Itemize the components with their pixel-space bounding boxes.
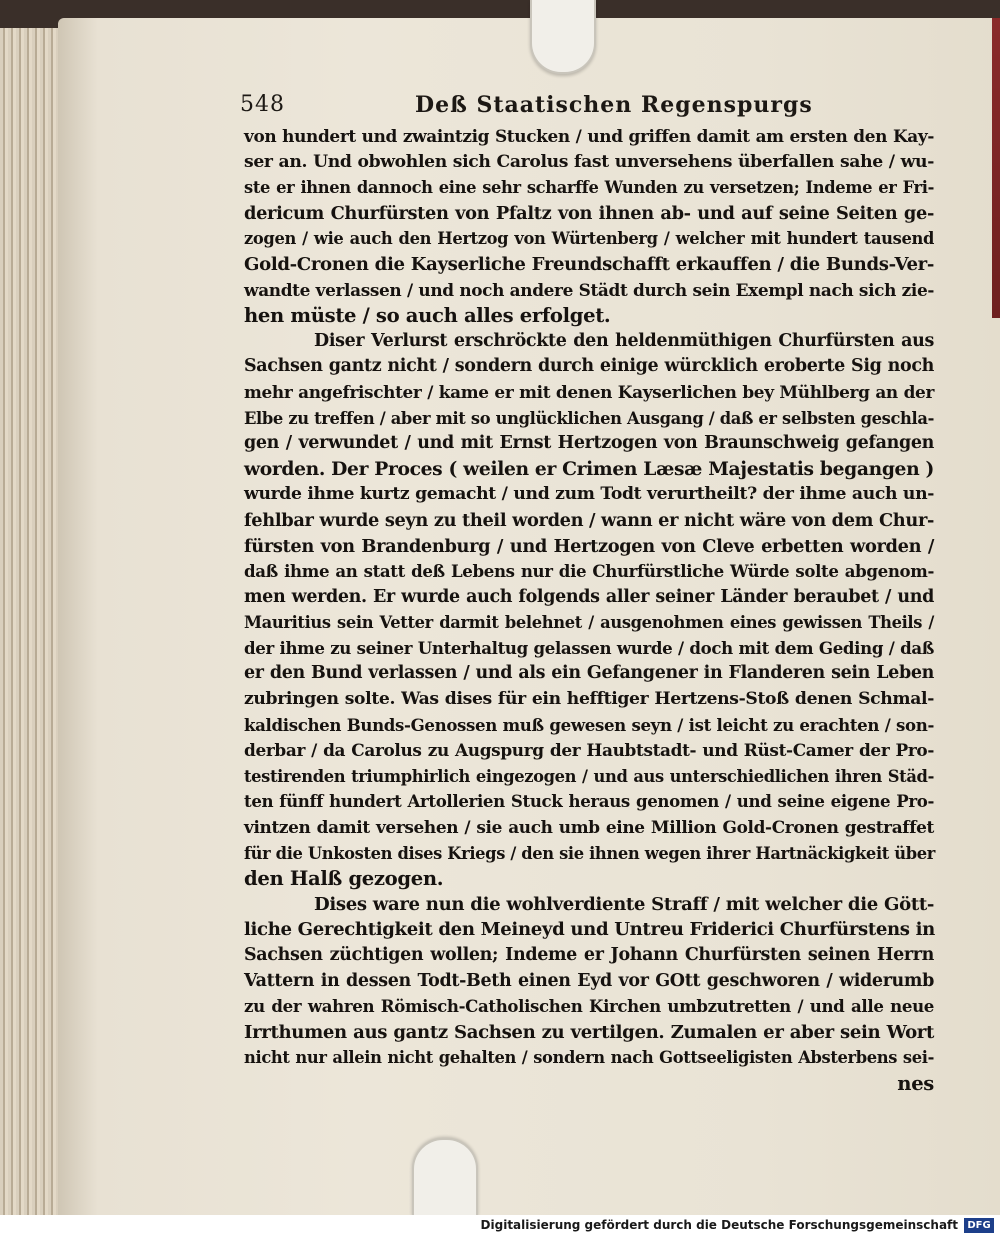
text-line: Vattern in dessen Todt-Beth einen Eyd vor GOtt geschworen / widerumb: [244, 970, 934, 991]
text-line: ste er ihnen dannoch eine sehr scharffe Wunden zu versetzen; Indeme er Fri-: [244, 178, 934, 198]
text-line: dericum Churfürsten von Pfaltz von ihnen ab- und auf seine Seiten ge-: [244, 202, 934, 224]
text-line: testirenden triumphirlich eingezogen / und aus unterschiedlichen ihren Städ-: [244, 766, 934, 786]
text-line: fehlbar wurde seyn zu theil worden / wann er nicht wäre von dem Chur-: [244, 509, 934, 531]
text-line: Irrthumen aus gantz Sachsen zu vertilgen. Zumalen er aber sein Wort: [244, 1021, 934, 1043]
text-line: Sachsen gantz nicht / sondern durch einige würcklich eroberte Sig noch: [244, 356, 934, 377]
text-line: fürsten von Brandenburg / und Hertzogen von Cleve erbetten worden /: [244, 535, 934, 557]
text-line: men werden. Er wurde auch folgends aller seiner Länder beraubet / und: [244, 586, 934, 607]
text-line: zu der wahren Römisch-Catholischen Kirchen umbzutretten / und alle neue: [244, 996, 934, 1017]
text-line: nicht nur allein nicht gehalten / sondern nach Gottseeligisten Absterbens sei-: [244, 1048, 934, 1068]
text-line: für die Unkosten dises Kriegs / den sie ihnen wegen ihrer Hartnäckigkeit über: [244, 843, 936, 863]
text-line: wandte verlassen / und noch andere Städt durch sein Exempl nach sich zie-: [244, 279, 934, 300]
text-line: vintzen damit versehen / sie auch umb eine Million Gold-Cronen gestraffet: [244, 817, 934, 838]
text-line: Diser Verlurst erschröckte den heldenmüthigen Churfürsten aus: [314, 330, 934, 351]
text-line: ser an. Und obwohlen sich Carolus fast unversehens überfallen sahe / wu-: [244, 151, 934, 172]
page-edge-binding: [992, 18, 1000, 318]
page-header: [240, 92, 932, 126]
page-clip-top: [530, 0, 596, 74]
text-line: den Halß gezogen.: [244, 867, 444, 891]
page-clip-bottom: [412, 1138, 478, 1215]
text-line: von hundert und zwaintzig Stucken / und griffen damit am ersten den Kay-: [244, 126, 934, 146]
running-head: Deß Staatischen Regenspurgs: [415, 92, 813, 118]
dfg-logo-icon: DFG: [964, 1218, 994, 1233]
body-text: [244, 124, 934, 1097]
text-line: zogen / wie auch den Hertzog von Würtenberg / welcher mit hundert tausend: [244, 229, 934, 249]
text-line: liche Gerechtigkeit den Meineyd und Untreu Friderici Churfürstens in: [244, 919, 935, 941]
text-line: Elbe zu treffen / aber mit so unglücklichen Ausgang / daß er selbsten geschla-: [244, 408, 934, 428]
text-line: hen müste / so auch alles erfolget.: [244, 304, 611, 328]
text-line: ten fünff hundert Artollerien Stuck heraus genomen / und seine eigene Pro-: [244, 791, 934, 812]
text-line: gen / verwundet / und mit Ernst Hertzogen von Braunschweig gefangen: [244, 433, 934, 454]
catchword: nes: [897, 1071, 934, 1095]
footer-credit: Digitalisierung gefördert durch die Deutsche Forschungsgemeinschaft: [480, 1218, 958, 1232]
text-line: daß ihme an statt deß Lebens nur die Churfürstliche Würde solte abgenom-: [244, 561, 934, 582]
text-line: Dises ware nun die wohlverdiente Straff / mit welcher die Gött-: [314, 893, 934, 915]
text-line: Gold-Cronen die Kayserliche Freundschafft erkauffen / die Bunds-Ver-: [244, 253, 934, 275]
text-line: Sachsen züchtigen wollen; Indeme er Johann Churfürsten seinen Herrn: [244, 945, 934, 965]
text-line: kaldischen Bunds-Genossen muß gewesen seyn / ist leicht zu erachten / son-: [244, 714, 934, 735]
text-line: der ihme zu seiner Unterhaltug gelassen wurde / doch mit dem Geding / daß: [244, 637, 934, 658]
text-line: zubringen solte. Was dises für ein hefftiger Hertzens-Stoß denen Schmal-: [244, 689, 934, 710]
text-line: Mauritius sein Vetter darmit belehnet / ausgenohmen eines gewissen Theils /: [244, 613, 934, 633]
text-line: mehr angefrischter / kame er mit denen Kayserlichen bey Mühlberg an der: [244, 381, 934, 402]
page-number: 548: [240, 92, 285, 117]
text-line: wurde ihme kurtz gemacht / und zum Todt verurtheilt? der ihme auch un-: [244, 484, 934, 505]
text-line: worden. Der Proces ( weilen er Crimen Læsæ Majestatis begangen ): [244, 457, 934, 480]
digitization-footer: [0, 1215, 1000, 1237]
text-line: er den Bund verlassen / und als ein Gefangener in Flanderen sein Leben: [244, 663, 934, 684]
text-line: derbar / da Carolus zu Augspurg der Haubtstadt- und Rüst-Camer der Pro-: [244, 740, 934, 761]
